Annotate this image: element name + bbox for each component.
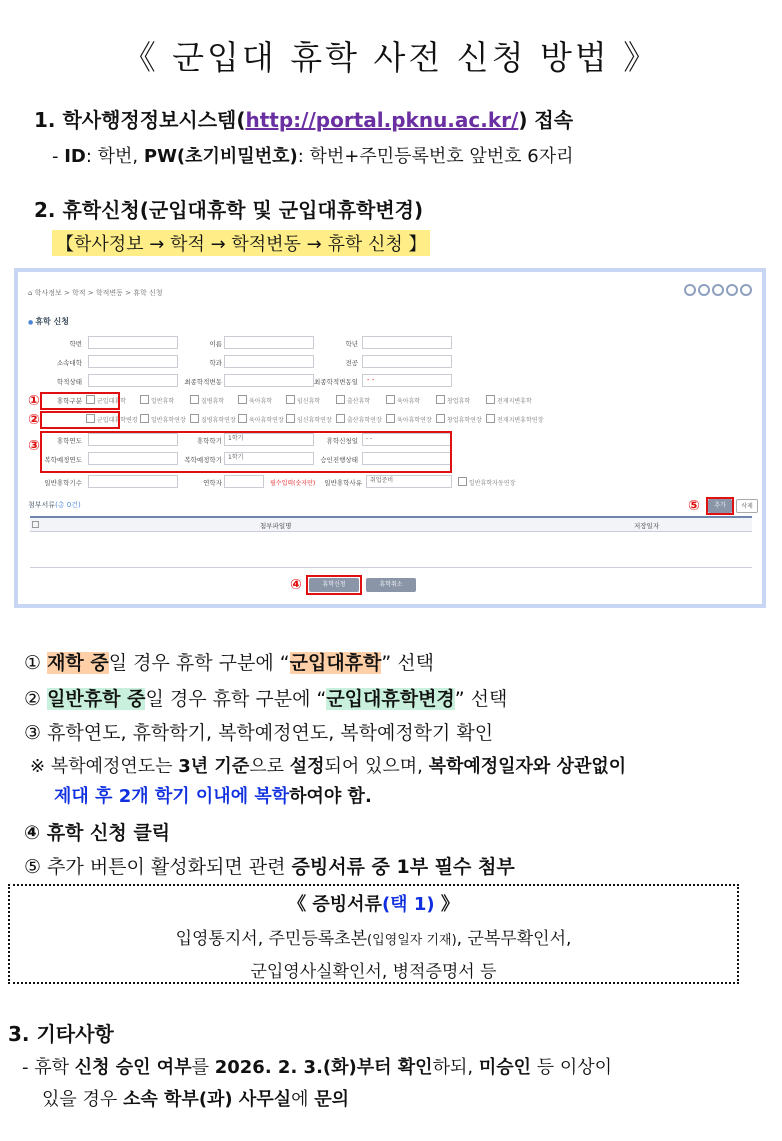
form-row (40, 372, 752, 391)
last-change-label: 최종학적변동 (184, 378, 222, 386)
evidence-line-1-a: 입영통지서, 주민등록초본 (175, 929, 368, 949)
note (30, 752, 760, 812)
step3-t10: 에 (291, 1089, 315, 1110)
apply-date-field[interactable]: - - (362, 433, 452, 446)
item-1-c: 군입대휴학 (289, 652, 382, 674)
attach-table (30, 516, 752, 568)
step3-heading: 3. 기타사항 (8, 1022, 114, 1046)
step3-t7: 등 이상이 (530, 1057, 612, 1078)
id-value: : 학번, (85, 146, 144, 167)
marker-3: ③ (28, 438, 40, 454)
marker-box-3 (40, 431, 452, 473)
option-disaster-ext[interactable]: 전재지변휴학연장 (486, 414, 543, 424)
step1-detail (52, 142, 574, 168)
evidence-title-b: (택 1) (381, 894, 435, 915)
apply-leave-button[interactable]: 휴학신청 (309, 578, 359, 592)
note-a: 3년 기준 (178, 756, 250, 777)
item-2-a: 일반휴학 중 (47, 688, 146, 710)
evidence-line-1-c: , 군복무확인서, (456, 929, 572, 949)
step3-text (22, 1052, 772, 1116)
item-1-a: 재학 중 (47, 652, 109, 674)
dash: - (52, 146, 65, 167)
option-illness-leave[interactable]: 질병휴학 (190, 395, 224, 405)
return-year-label: 복학예정연도 (44, 456, 82, 464)
circle-icon[interactable] (684, 284, 696, 296)
add-button[interactable]: 추가 (708, 499, 732, 513)
step1-heading-prefix: 1. 학사행정정보시스템( (34, 108, 246, 132)
name-label: 이름 (209, 340, 222, 348)
consecutive-field (224, 475, 264, 488)
marker-box-2 (40, 411, 120, 429)
marker-1: ① (28, 393, 40, 409)
college-label: 소속대학 (56, 359, 82, 367)
evidence-title-a: 《 증빙서류 (288, 894, 382, 915)
col-filename: 첨부파일명 (260, 522, 292, 530)
major-label: 전공 (345, 359, 358, 367)
evidence-line-2: 군입영사실확인서, 병적증명서 등 (250, 962, 497, 982)
student-id-label: 학번 (69, 340, 82, 348)
select-all-checkbox[interactable] (32, 521, 39, 528)
general-leave-row (40, 473, 752, 492)
breadcrumb: ⌂ 학사정보 > 학적 > 학적변동 > 휴학 신청 (28, 289, 163, 297)
item-1-d: ” 선택 (381, 652, 434, 674)
section-title: ● 휴학 신청 (28, 316, 69, 327)
option-disaster-leave[interactable]: 전재지변휴학 (486, 395, 532, 405)
return-semester-select[interactable]: 1학기 (224, 452, 314, 465)
name-field (224, 336, 314, 349)
option-startup-ext[interactable]: 창업휴학연장 (436, 414, 482, 424)
item-1 (24, 648, 434, 675)
leave-semester-select[interactable]: 1학기 (224, 433, 314, 446)
step3-t2: 신청 승인 여부 (74, 1057, 192, 1078)
item-3: ③ 휴학연도, 휴학학기, 복학예정연도, 복학예정학기 확인 (24, 722, 494, 744)
cancel-leave-button[interactable]: 휴학취소 (366, 578, 416, 592)
apply-date-label: 휴학신청일 (326, 437, 358, 445)
leave-year-label: 휴학연도 (56, 437, 82, 445)
evidence-box (8, 884, 739, 984)
step3-t5: 하되, (432, 1057, 479, 1078)
general-reason-label: 일반휴학사유 (324, 479, 362, 487)
item-5 (24, 852, 515, 879)
option-pregnancy-ext[interactable]: 임신휴학연장 (286, 414, 332, 424)
option-childcare-leave-2[interactable]: 육아휴학 (386, 395, 420, 405)
step2-heading: 2. 휴학신청(군입대휴학 및 군입대휴학변경) (34, 198, 424, 222)
evidence-title (10, 890, 737, 916)
option-pregnancy-leave[interactable]: 임신휴학 (286, 395, 320, 405)
department-field (224, 355, 314, 368)
item-1-b: 일 경우 휴학 구분에 “ (108, 652, 290, 674)
menu-path: 【학사정보 → 학적 → 학적변동 → 휴학 신청 】 (52, 230, 430, 256)
leave-type-row-2 (40, 410, 752, 429)
option-childcare-ext-2[interactable]: 육아휴학연장 (386, 414, 432, 424)
general-count-label: 일반휴학기수 (44, 479, 82, 487)
page-title: 《 군입대 휴학 사전 신청 방법 》 (122, 38, 660, 77)
portal-link[interactable]: http://portal.pknu.ac.kr/ (245, 108, 519, 132)
pw-value: : 학번+주민등록번호 앞번호 6자리 (297, 146, 574, 167)
pw-label: PW(초기비밀번호) (143, 146, 298, 167)
option-illness-ext[interactable]: 질병휴학연장 (190, 414, 236, 424)
option-childcare-leave[interactable]: 육아휴학 (238, 395, 272, 405)
evidence-line-1 (10, 924, 737, 949)
return-semester-label: 복학예정학기 (184, 456, 222, 464)
attach-heading (28, 500, 81, 510)
approval-status-label: 승인진행상태 (320, 456, 358, 464)
option-general-leave[interactable]: 일반휴학 (140, 395, 174, 405)
step3-t1: - 휴학 (22, 1057, 75, 1078)
consecutive-label: 연학자 (203, 479, 222, 487)
item-2-d: ” 선택 (454, 688, 508, 710)
delete-button[interactable]: 삭제 (736, 499, 758, 513)
option-general-ext[interactable]: 일반휴학연장 (140, 414, 186, 424)
option-startup-leave[interactable]: 창업휴학 (436, 395, 470, 405)
student-id-field (88, 336, 178, 349)
leave-type-row (40, 391, 752, 410)
step3-t9: 소속 학부(과) 사무실 (123, 1089, 292, 1110)
window-controls (682, 284, 752, 298)
circle-icon[interactable] (698, 284, 710, 296)
department-label: 학과 (209, 359, 222, 367)
marker-2: ② (28, 412, 40, 428)
option-childcare-ext[interactable]: 육아휴학연장 (238, 414, 284, 424)
item-5-a: ⑤ 추가 버튼이 활성화되면 관련 (24, 856, 292, 878)
last-change-date-label: 최종학적변동일 (314, 378, 358, 386)
marker-box-1 (40, 392, 120, 410)
option-military-leave[interactable]: 군입대휴학 (86, 395, 126, 405)
col-date: 저장일자 (634, 522, 660, 530)
circle-icon[interactable] (740, 284, 752, 296)
item-1-num: ① (24, 652, 48, 674)
form-row (40, 334, 752, 353)
circle-icon[interactable] (712, 284, 724, 296)
note-d: 되어 있으며, (324, 756, 429, 777)
step1-heading-suffix: ) 접속 (518, 108, 574, 132)
general-reason-select[interactable]: 취업준비 (366, 475, 452, 488)
step3-t6: 미승인 (478, 1057, 531, 1078)
status-label: 학적상태 (56, 378, 82, 386)
attach-count: (총 0건) (55, 501, 81, 509)
option-birth-ext[interactable]: 출산휴학연장 (336, 414, 382, 424)
item-4: ④ 휴학 신청 클릭 (24, 822, 171, 844)
note-c: 설정 (289, 756, 325, 777)
leave-semester-label: 휴학학기 (196, 437, 222, 445)
option-birth-leave[interactable]: 출산휴학 (336, 395, 370, 405)
note-e: 복학예정일자와 상관없이 (428, 756, 627, 777)
system-screenshot (14, 268, 766, 608)
college-field (88, 355, 178, 368)
step3-t11: 문의 (314, 1089, 349, 1110)
general-count-field (88, 475, 178, 488)
grade-label: 학년 (345, 340, 358, 348)
form-row (40, 353, 752, 372)
circle-icon[interactable] (726, 284, 738, 296)
step3-t4: 2026. 2. 3.(화)부터 확인 (214, 1057, 433, 1078)
last-change-date-field[interactable]: - - (362, 374, 452, 387)
note-mark: ※ 복학예정연도는 (30, 756, 179, 777)
general-extension-checkbox[interactable]: 일반휴학자동연장 (458, 477, 515, 487)
required-note: 필수입력(숫자만) (270, 480, 316, 487)
grade-field (362, 336, 452, 349)
step1-heading (34, 104, 573, 133)
step3-t3: 를 (191, 1057, 215, 1078)
attach-title: 첨부서류 (28, 501, 56, 509)
item-2-b: 일 경우 휴학 구분에 “ (145, 688, 327, 710)
evidence-title-c: 》 (434, 894, 459, 915)
marker-5: ⑤ (688, 498, 700, 514)
item-2 (24, 684, 507, 711)
id-label: ID (64, 146, 86, 167)
step3-t8: 있을 경우 (42, 1089, 123, 1110)
note-g: 하여야 함. (289, 786, 372, 807)
major-field (362, 355, 452, 368)
item-2-num: ② (24, 688, 48, 710)
item-5-b: 증빙서류 중 1부 필수 첨부 (291, 856, 515, 878)
note-b: 으로 (249, 756, 290, 777)
note-f: 제대 후 2개 학기 이내에 복학 (54, 786, 290, 807)
leave-type-label: 휴학구분 (56, 397, 82, 405)
option-military-change[interactable]: 군입대휴학변경 (86, 414, 138, 424)
evidence-line-1-b: (입영일자 기재) (367, 933, 457, 948)
marker-4: ④ (290, 577, 302, 593)
item-2-c: 군입대휴학변경 (326, 688, 455, 710)
attach-table-header (30, 518, 752, 532)
